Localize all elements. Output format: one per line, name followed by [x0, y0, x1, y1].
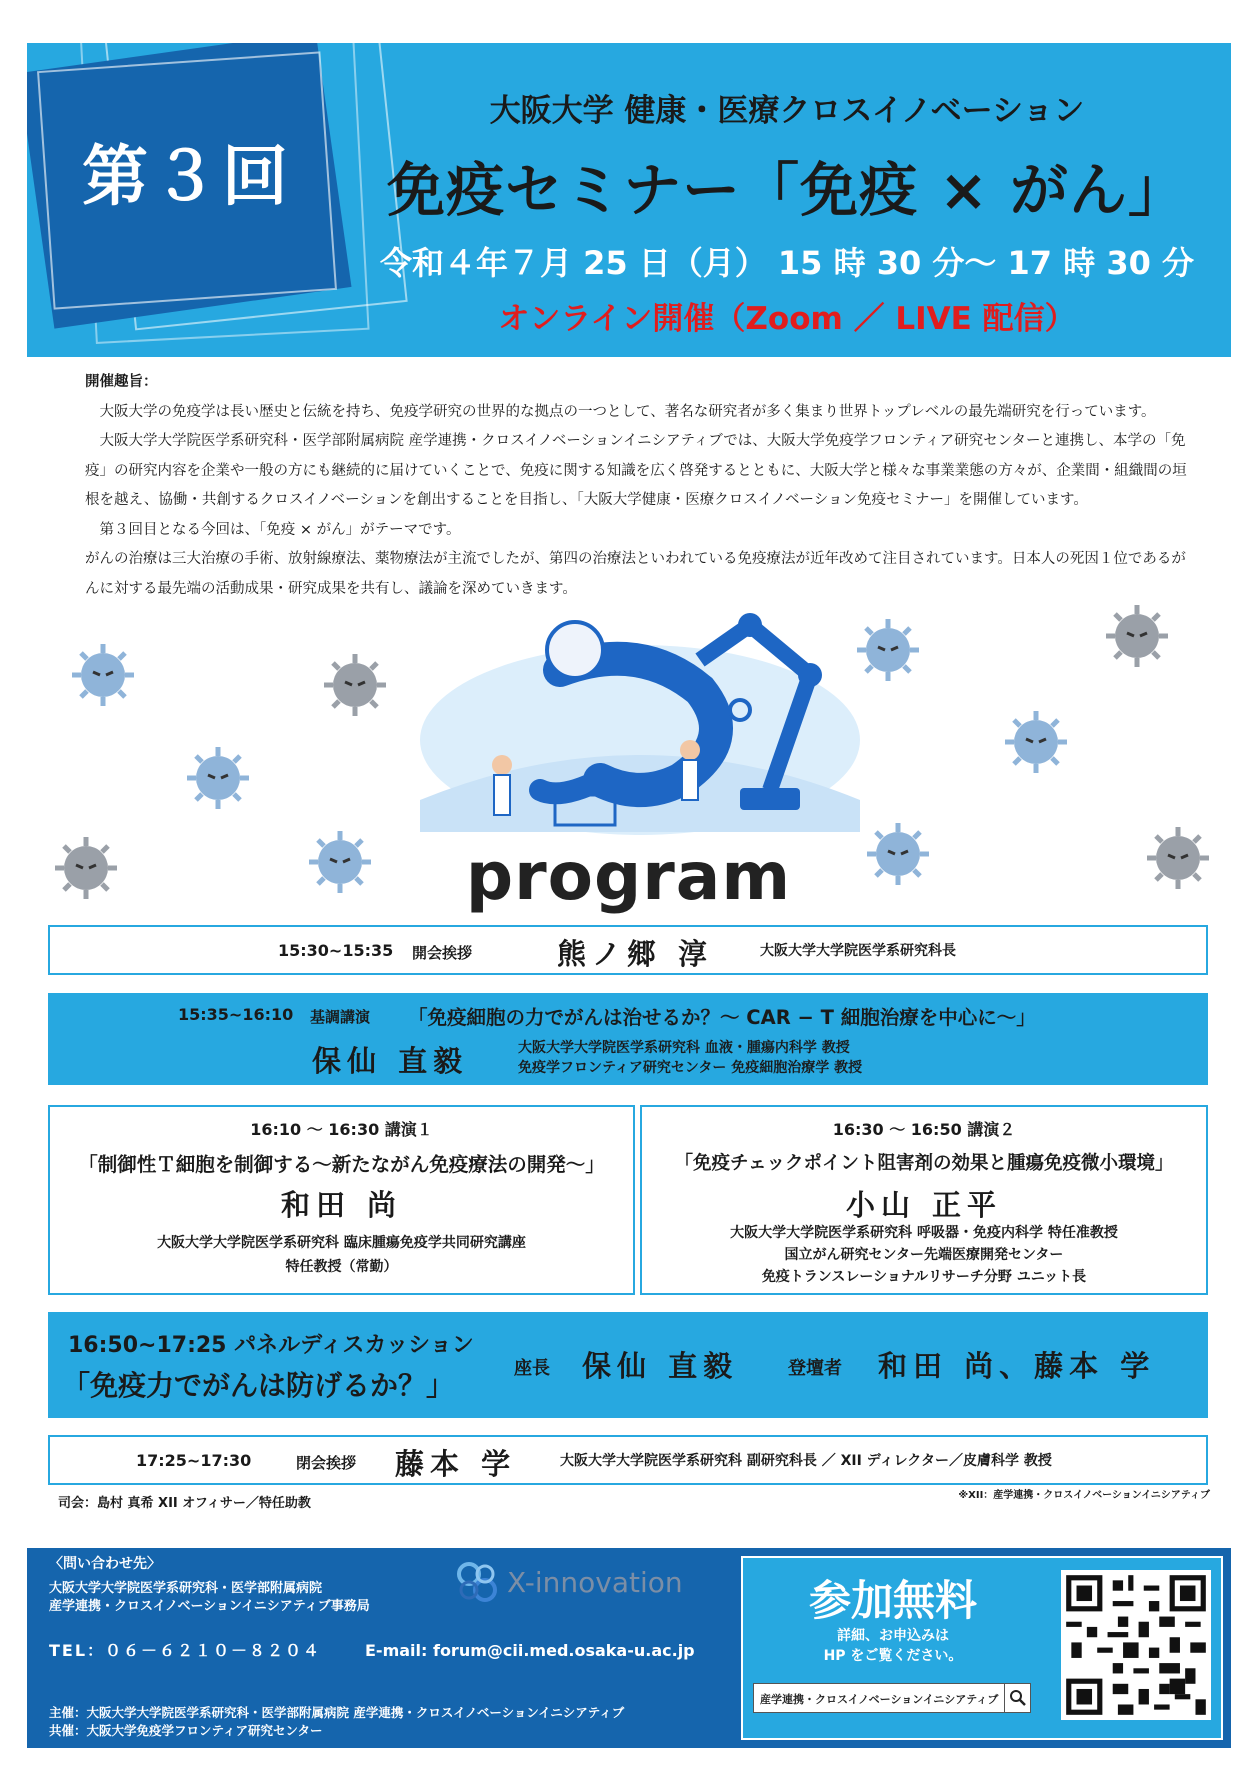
- contact-line: 大阪大学大学院医学系研究科・医学部附属病院: [49, 1581, 323, 1596]
- program-heading: program: [465, 838, 792, 915]
- speaker-affiliation: 免疫トランスレーショナルリサーチ分野 ユニット長: [761, 1269, 1087, 1285]
- program-row-opening: [48, 925, 1208, 975]
- speaker-name: 熊ノ郷 淳: [557, 937, 714, 971]
- program-row-panel: [48, 1312, 1208, 1418]
- speaker-affiliation: 国立がん研究センター先端医療開発センター: [784, 1247, 1064, 1263]
- chair-label: 座長: [514, 1358, 550, 1379]
- search-input[interactable]: 産学連携・クロスイノベーションイニシアティブ: [760, 1693, 999, 1706]
- program-row-talk2: [640, 1105, 1208, 1295]
- virus-icon: [1106, 605, 1168, 667]
- detail-text: 詳細、お申込みは: [837, 1628, 949, 1644]
- contact-tel: TEL：０６－６２１０－８２０４: [49, 1641, 322, 1660]
- session-time: 16:50~17:25 パネルディスカッション: [68, 1333, 474, 1358]
- program-row-closing: [48, 1435, 1208, 1485]
- virus-icon: [1005, 711, 1067, 773]
- seminar-title: 免疫セミナー「免疫 × がん」: [387, 156, 1187, 224]
- organizer-name: 大阪大学 健康・医療クロスイノベーション: [489, 93, 1085, 129]
- qr-code[interactable]: [1061, 1570, 1211, 1720]
- panelist-names: 和田 尚、藤本 学: [878, 1349, 1156, 1383]
- speaker-name: 藤本 学: [395, 1447, 517, 1481]
- host: 主催：大阪大学大学院医学系研究科・医学部附属病院 産学連携・クロスイノベーションイニシアティブ: [49, 1705, 625, 1720]
- search-button[interactable]: [1004, 1684, 1031, 1712]
- speaker-affiliation: 大阪大学大学院医学系研究科 血液・腫瘍内科学 教授: [518, 1040, 850, 1056]
- free-admission: 参加無料: [808, 1576, 977, 1625]
- speaker-name: 和田 尚: [280, 1188, 403, 1222]
- virus-icon: [857, 619, 919, 681]
- contact-panel: [27, 1548, 733, 1748]
- session-time: 16:30 ～ 16:50 講演２: [832, 1120, 1016, 1139]
- talk-title: 「制御性Ｔ細胞を制御する～新たながん免疫療法の開発～」: [78, 1153, 605, 1176]
- search-box[interactable]: [753, 1683, 1031, 1713]
- registration-box: [741, 1556, 1223, 1740]
- virus-icon: [72, 644, 134, 706]
- event-venue: オンライン開催（Zoom ／ LIVE 配信）: [498, 301, 1076, 337]
- header-banner: [27, 43, 1231, 357]
- chair-name: 保仙 直毅: [582, 1349, 739, 1383]
- session-time: 16:10 ～ 16:30 講演１: [250, 1120, 433, 1139]
- session-time: 15:30~15:35: [278, 941, 394, 960]
- session-type: 開会挨拶: [412, 944, 473, 962]
- contact-line: 産学連携・クロスイノベーションイニシアティブ事務局: [49, 1599, 370, 1614]
- talk-title: 「免疫チェックポイント阻害剤の効果と腫瘍免疫微小環境」: [674, 1153, 1174, 1174]
- purpose-paragraph: 大阪大学の免疫学は長い歴史と伝統を持ち、免疫学研究の世界的な拠点の一つとして、著名な研究者が多く集まり世界トップレベルの最先端研究を行っています。: [99, 403, 1156, 420]
- detail-text: HP をご覧ください。: [823, 1648, 963, 1664]
- speaker-affiliation: 免疫学フロンティア研究センター 免疫細胞治療学 教授: [518, 1060, 863, 1076]
- event-date: 令和４年７月 25 日（月） 15 時 30 分～ 17 時 30 分: [379, 244, 1195, 282]
- edition-label: 第３回: [82, 138, 292, 215]
- talk-title: 「免疫力でがんは防げるか？」: [62, 1369, 455, 1402]
- qr-code-icon: [1061, 1570, 1211, 1720]
- contact-heading: 〈問い合わせ先〉: [49, 1556, 161, 1572]
- speaker-name: 小山 正平: [845, 1188, 1003, 1222]
- x-innovation-logo-icon: [455, 1560, 499, 1604]
- lab-scene-icon: [420, 613, 860, 835]
- contact-email[interactable]: E-mail: forum@cii.med.osaka-u.ac.jp: [365, 1641, 695, 1660]
- speaker-affiliation: 大阪大学大学院医学系研究科 臨床腫瘍免疫学共同研究講座: [157, 1235, 526, 1251]
- purpose-paragraph: 大阪大学大学院医学系研究科・医学部附属病院 産学連携・クロスイノベーションイニシアティブでは、大阪大学免疫学フロンティア研究センターと連携し、本学の「免疫」の研究内容を企業や一般の方にも継続的に届けていくことで、免疫に関する知識を広く啓発するとともに、大阪大学と様々な事業業態の方々が、企業間・組織間の垣根を越え、協働・共創するクロスイノベーションを創出することを目指し、「大阪大学健康・医療クロスイノベーション免疫セミナー」を開催しています。: [85, 433, 1187, 508]
- purpose-paragraph: 第３回目となる今回は、「免疫 × がん」がテーマです。: [99, 521, 461, 538]
- speaker-affiliation: 特任教授（常勤）: [285, 1259, 398, 1275]
- moderator: 司会：島村 真希 XII オフィサー／特任助教: [58, 1496, 311, 1511]
- purpose-heading: 開催趣旨：: [85, 374, 158, 390]
- session-type: 基調講演: [310, 1008, 371, 1026]
- speaker-name: 保仙 直毅: [312, 1044, 469, 1078]
- virus-icon: [187, 747, 249, 809]
- session-time: 17:25~17:30: [136, 1451, 252, 1470]
- footnote: ※XII：産学連携・クロスイノベーションイニシアティブ: [958, 1490, 1210, 1501]
- purpose-paragraph: がんの治療は三大治療の手術、放射線療法、薬物療法が主流でしたが、第四の治療法といわれている免疫療法が近年改めて注目されています。日本人の死因１位であるがんに対する最先端の活動成果・研究成果を共有し、議論を深めていきます。: [85, 551, 1186, 597]
- search-icon: [1005, 1684, 1031, 1712]
- talk-title: 「免疫細胞の力でがんは治せるか？～ CAR − T 細胞治療を中心に～」: [408, 1006, 1036, 1029]
- purpose-section: [85, 368, 1195, 604]
- speaker-affiliation: 大阪大学大学院医学系研究科 呼吸器・免疫内科学 特任准教授: [730, 1225, 1118, 1241]
- panelists-label: 登壇者: [788, 1358, 842, 1379]
- speaker-affiliation: 大阪大学大学院医学系研究科長: [760, 943, 956, 959]
- session-type: 閉会挨拶: [296, 1454, 357, 1472]
- speaker-affiliation: 大阪大学大学院医学系研究科 副研究科長 ／ XII ディレクター／皮膚科学 教授: [560, 1453, 1052, 1469]
- session-time: 15:35~16:10: [178, 1005, 294, 1024]
- logo-text: X-innovation: [507, 1566, 683, 1599]
- virus-icon: [324, 654, 386, 716]
- program-row-talk1: [48, 1105, 635, 1295]
- cohost: 共催：大阪大学免疫学フロンティア研究センター: [49, 1723, 323, 1738]
- program-row-keynote: [48, 993, 1208, 1085]
- registration-panel: [733, 1548, 1231, 1748]
